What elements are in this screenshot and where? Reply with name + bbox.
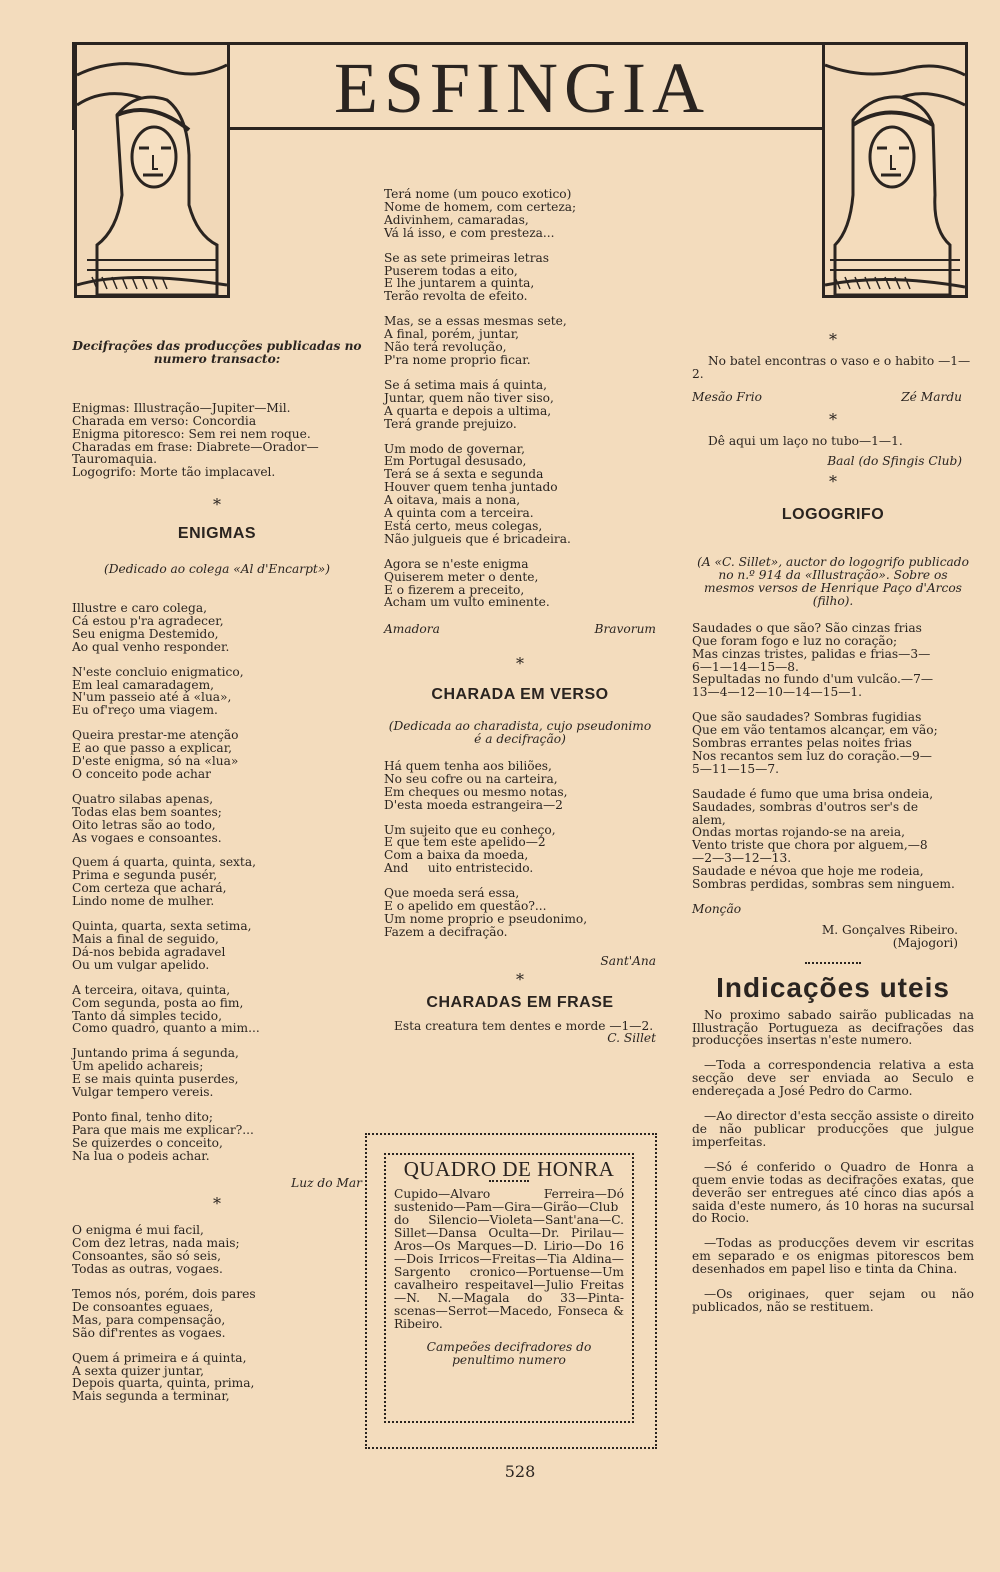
verse-stanza: Mas, se a essas mesmas sete, A final, porém, juntar, Não terá revolução, P'ra nome proprio ficar. <box>384 314 567 367</box>
divider <box>805 962 861 964</box>
verse-stanza: Quinta, quarta, sexta setima, Mais a final de seguido, Dá-nos bebida agradavel Ou um vulgar apelido. <box>72 919 252 972</box>
verse-stanza: Quem á primeira e á quinta, A sexta quizer juntar, Depois quarta, quinta, prima, Mais segunda a terminar, <box>72 1350 255 1404</box>
middle-column <box>384 188 656 1045</box>
signature: Luz do Mar <box>291 1175 362 1190</box>
quadro-de-honra-box <box>365 1133 657 1449</box>
verse-stanza: Terá nome (um pouco exotico) Nome de homem, com certeza; Adivinhem, camaradas, Vá lá isso, e com presteza... <box>384 187 577 240</box>
verse-stanza: Há quem tenha aos biliões, No seu cofre ou na carteira, Em cheques ou mesmo notas, D'esta moeda estrangeira—2 <box>384 758 568 812</box>
decifracao-item: Charada em verso: Concordia <box>72 413 257 428</box>
decifracao-item: Enigmas: Illustração—Jupiter—Mil. <box>72 400 291 415</box>
logogrifo-dedication: (A «C. Sillet», auctor do logogrifo publicado no n.º 914 da «Illustração». Sobre os mesmos versos de Henrique Paço d'Arcos (filho). <box>697 555 969 608</box>
verse-stanza: Que moeda será essa, E o apelido em questão?... Um nome proprio e pseudonimo, Fazem a decifração. <box>384 886 588 939</box>
charada-verso-heading: CHARADA EM VERSO <box>431 686 609 704</box>
verse-stanza: Que são saudades? Sombras fugidias Que em vão tentamos alcançar, em vão; Sombras errantes pelas noites frias Nos recantos sem luz do coração.—9— 5—11—15—7. <box>692 710 938 776</box>
sphinx-left-panel <box>74 42 230 298</box>
signature: Zé Mardu <box>901 389 962 404</box>
sphinx-right-icon <box>825 45 965 295</box>
separator-star: * <box>829 330 837 349</box>
verse-stanza: A terceira, oitava, quinta, Com segunda, posta ao fim, Tanto dá simples tecido, Como quadro, quanto a mim... <box>72 982 260 1036</box>
separator-star: * <box>516 654 524 674</box>
page-number: 528 <box>504 1462 536 1481</box>
sphinx-right-panel <box>822 42 968 298</box>
decifracoes-title: Decifrações das producções publicadas no numero transacto: <box>72 339 362 366</box>
quadro-footer: Campeões decifradores do penultimo numero <box>426 1340 592 1367</box>
decifracoes-list <box>72 402 362 479</box>
decifracao-item: Logogrifo: Morte tão implacavel. <box>72 465 276 480</box>
decifracao-item: Charadas em frase: Diabrete—Orador—Tauromaquia. <box>72 439 319 467</box>
indicacao-item: —Todas as producções devem vir escritas em separado e os enigmas pitorescos bem desenhados em papel liso e tinta da China. <box>692 1236 974 1277</box>
quadro-names: Cupido—Alvaro Ferreira—Dó sustenido—Pam—Gira—Girão—Club do Silencio—Violeta—Sant'ana—C. Sillet—Dansa Oculta—Dr. Pirilau—Aros—Os Marques—D. Lirio—Do 16—Dois Irricos—Freitas—Tia Aldina—Sargento cronico—Portuense—Um cavalheiro respeitavel—Julio Freitas—N. N.—Magala do 33—Pinta-scenas—Serrot—Macedo, Fonseca & Ribeiro. <box>394 1187 624 1331</box>
enigmas-dedication: (Dedicado ao colega «Al d'Encarpt») <box>104 562 330 577</box>
verse-stanza: Se as sete primeiras letras Puserem todas a eito, E lhe juntarem a quinta, Terão revolta de efeito. <box>384 250 550 304</box>
signature: Mesão Frio <box>692 389 762 404</box>
verse-stanza: Ponto final, tenho dito; Para que mais me explicar?... Se quizerdes o conceito, Na lua o podeis achar. <box>72 1109 254 1163</box>
enigma2-verses <box>72 1224 362 1403</box>
quadro-title: QUADRO DE HONRA <box>403 1157 615 1181</box>
verse-stanza: Um sujeito que eu conheço, E que tem este apelido—2 Com a baixa da moeda, And uito entristecido. <box>384 822 556 876</box>
sphinx-left-icon <box>77 45 227 295</box>
verse-stanza: N'este concluio enigmatico, Em leal camaradagem, N'um passeio até á «lua», Eu of'reço uma viagem. <box>72 664 244 718</box>
separator-star: * <box>213 1193 221 1213</box>
indicacao-item: —Os originaes, quer sejam ou não publicados, não se restituem. <box>692 1287 974 1314</box>
verse-stanza: Um modo de governar, Em Portugal desusado, Terá se á sexta e segunda Houver quem tenha juntado A oitava, mais a nona, A quinta com a terceira. Está certo, meus colegas, Não julgueis que é bricadeira. <box>384 441 571 546</box>
signature-row <box>384 623 656 636</box>
separator-star: * <box>829 409 837 429</box>
verse-stanza: Temos nós, porém, dois pares De consoantes eguaes, Mas, para compensação, São dif'rentes as vogaes. <box>72 1287 256 1340</box>
indicacao-item: —Ao director d'esta secção assiste o direito de não publicar producções que julgue imperfeitas. <box>692 1109 974 1149</box>
verse-stanza: Quem á quarta, quinta, sexta, Prima e segunda pusér, Com certeza que achará, Lindo nome de mulher. <box>72 855 256 909</box>
verse-stanza: O enigma é mui facil, Com dez letras, nada mais; Consoantes, são só seis, Todas as outras, vogaes. <box>72 1223 240 1277</box>
signature: Monção <box>692 902 742 916</box>
signature: C. Sillet <box>607 1031 656 1046</box>
right-column <box>692 330 974 1326</box>
verse-stanza: Se á setima mais á quinta, Juntar, quem não tiver siso, A quarta e depois a ultima, Terá grande prejuizo. <box>384 377 554 431</box>
charada-frase-text: Esta creatura tem dentes e morde —1—2. <box>394 1018 654 1033</box>
verse-stanza: Queira prestar-me atenção E ao que passo a explicar, D'este enigma, só na «lua» O conceito pode achar <box>72 728 239 781</box>
enigmas-heading: ENIGMAS <box>177 525 257 543</box>
charada-text: No batel encontras o vaso e o habito —1—2. <box>692 353 971 381</box>
quadro-inner <box>384 1153 634 1423</box>
left-column <box>72 340 362 1415</box>
enigma1-verses <box>72 602 362 1163</box>
signature: Bravorum <box>594 622 656 637</box>
verse-stanza: Agora se n'este enigma Quiserem meter o dente, E o fizerem a preceito, Acham um vulto eminente. <box>384 556 550 610</box>
charada-text: Dê aqui um laço no tubo—1—1. <box>708 433 903 448</box>
verse-stanza: Saudade é fumo que uma brisa ondeia, Saudades, sombras d'outros ser's de alem, Ondas mortas rojando-se na areia, Vento triste que chora por alguem,—8 —2—3—12—13. Saudade e névoa que hoje me rodeia, Sombras perdidas, sombras sem ninguem. <box>692 786 955 892</box>
indicacao-item: —Só é conferido o Quadro de Honra a quem envie todas as decifrações exatas, que deverão ser entregues até cinco dias após a saida d'este numero, ás 10 horas na sucursal do Rocio. <box>692 1159 974 1226</box>
indicacao-item: —Toda a correspondencia relativa a esta secção deve ser enviada ao Seculo e endereçada a José Pedro do Carmo. <box>692 1058 974 1099</box>
separator-star: * <box>516 969 524 989</box>
verse-stanza: Juntando prima á segunda, Um apelido achareis; E se mais quinta puserdes, Vulgar tempero vereis. <box>72 1046 239 1100</box>
signature: Baal (do Sfingis Club) <box>827 454 962 469</box>
verse-stanza: Quatro silabas apenas, Todas elas bem soantes; Oito letras são ao todo, As vogaes e consoantes. <box>72 791 222 845</box>
charada-dedication: (Dedicada ao charadista, cujo pseudonimo é a decifração) <box>388 719 652 746</box>
charadas-frase-heading: CHARADAS EM FRASE <box>426 993 614 1011</box>
verse-stanza: Saudades o que são? São cinzas frias Que foram fogo e luz no coração; Mas cinzas tristes, palidas e frias—3— 6—1—14—15—8. Sepultadas no fundo d'um vulcão.—7— 13—4—12—10—14—15—1. <box>692 620 934 700</box>
indicacao-item: No proximo sabado sairão publicadas na Illustração Portugueza as decifrações das producções insertas n'este numero. <box>692 1007 974 1048</box>
signature-row <box>692 391 974 404</box>
logogrifo-heading: LOGOGRIFO <box>781 506 885 524</box>
indicacoes-heading: Indicações uteis <box>716 971 950 1003</box>
separator-star: * <box>213 495 221 515</box>
separator-star: * <box>829 472 837 492</box>
verse-stanza: Illustre e caro colega, Cá estou p'ra agradecer, Seu enigma Destemido, Ao qual venho responder. <box>72 600 230 654</box>
indicacoes-list <box>692 1009 974 1314</box>
signature: Sant'Ana <box>600 953 656 968</box>
decifracao-item: Enigma pitoresco: Sem rei nem roque. <box>72 426 311 441</box>
signature: Amadora <box>384 622 440 637</box>
page-title: ESFINGIA <box>333 48 710 128</box>
signature: M. Gonçalves Ribeiro. (Majogori) <box>821 922 958 950</box>
